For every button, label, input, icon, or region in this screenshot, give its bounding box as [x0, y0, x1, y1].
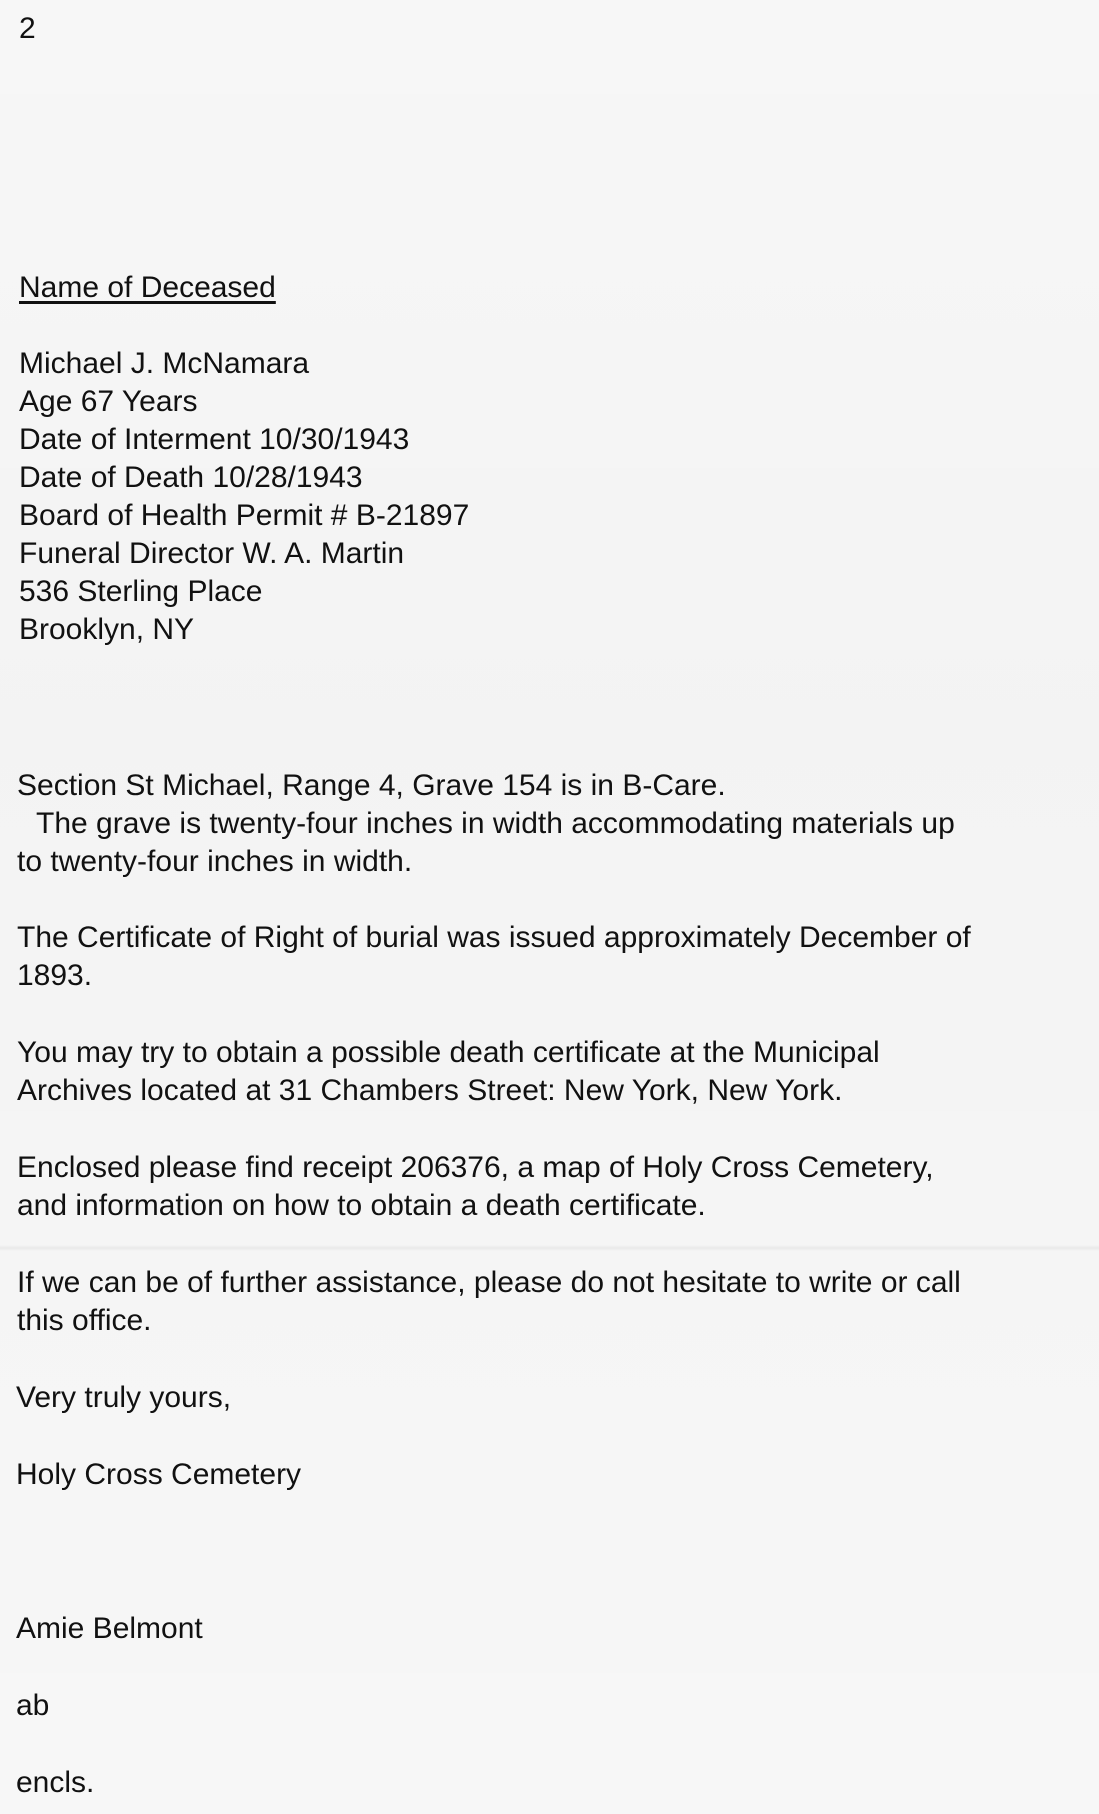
- archives-line: You may try to obtain a possible death certificate at the Municipal: [17, 1036, 880, 1069]
- funeral-director: Funeral Director W. A. Martin: [19, 537, 405, 570]
- certificate-line: 1893.: [17, 959, 93, 992]
- assistance-paragraph: [17, 1264, 1087, 1340]
- deceased-name: Michael J. McNamara: [19, 347, 310, 380]
- director-city: Brooklyn, NY: [19, 613, 195, 646]
- deceased-age: Age 67 Years: [19, 385, 198, 418]
- grave-paragraph: [17, 767, 1087, 881]
- archives-paragraph: [17, 1034, 1087, 1110]
- grave-line: to twenty-four inches in width.: [17, 845, 413, 878]
- paper-fold-crease: [0, 1245, 1099, 1251]
- archives-line: Archives located at 31 Chambers Street: New York, New York.: [17, 1074, 843, 1107]
- page-number: 2: [19, 12, 36, 45]
- interment-date: Date of Interment 10/30/1943: [19, 423, 410, 456]
- enclosed-line: Enclosed please find receipt 206376, a map of Holy Cross Cemetery,: [17, 1151, 934, 1184]
- organization-name: Holy Cross Cemetery: [16, 1458, 302, 1491]
- enclosed-line: and information on how to obtain a death certificate.: [17, 1189, 706, 1222]
- signer-name: Amie Belmont: [16, 1612, 203, 1645]
- director-street: 536 Sterling Place: [19, 575, 263, 608]
- enclosures-note: encls.: [16, 1766, 95, 1799]
- certificate-line: The Certificate of Right of burial was issued approximately December of: [17, 921, 971, 954]
- health-permit: Board of Health Permit # B-21897: [19, 499, 470, 532]
- grave-line: The grave is twenty-four inches in width accommodating materials up: [36, 807, 955, 840]
- assistance-line: If we can be of further assistance, please do not hesitate to write or call: [17, 1266, 961, 1299]
- death-date: Date of Death 10/28/1943: [19, 461, 363, 494]
- grave-line: Section St Michael, Range 4, Grave 154 is in B-Care.: [17, 769, 726, 802]
- assistance-line: this office.: [17, 1304, 152, 1337]
- enclosed-paragraph: [17, 1149, 1087, 1225]
- closing: Very truly yours,: [16, 1381, 232, 1414]
- typist-initials: ab: [16, 1689, 50, 1722]
- section-heading: Name of Deceased: [19, 271, 276, 304]
- certificate-paragraph: [17, 919, 1087, 995]
